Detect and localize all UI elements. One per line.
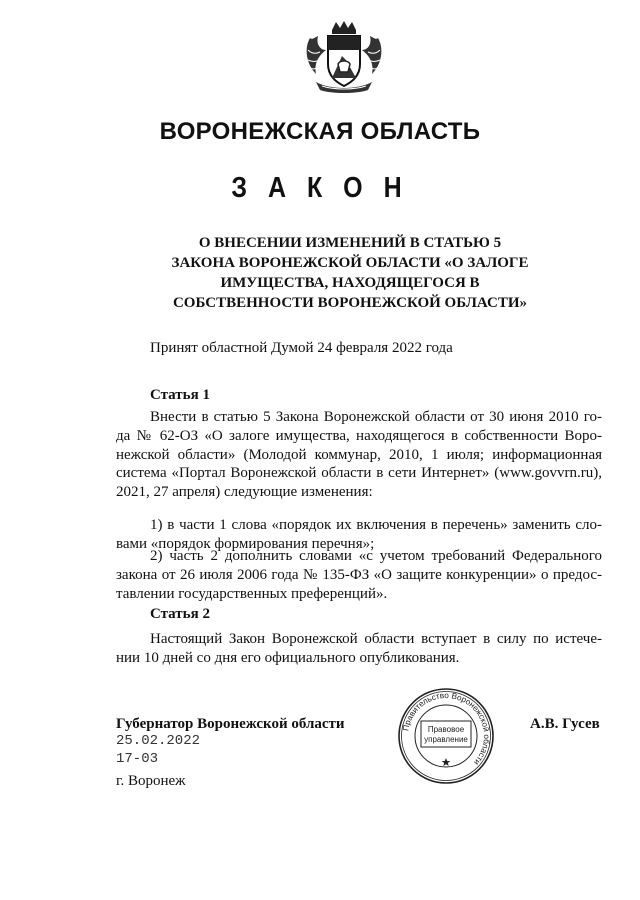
adoption-note: Принят областной Думой 24 февраля 2022 года bbox=[150, 340, 453, 356]
text-line: тавлении государственных преференций». bbox=[116, 585, 388, 602]
signatory-name: А.В. Гусев bbox=[530, 716, 600, 732]
text-line: система «Портал Воронежской области в сети Интернет» (www.govvrn.ru), bbox=[116, 465, 602, 482]
text-line: Внести в статью 5 Закона Воронежской области от 30 июня 2010 го- bbox=[150, 409, 602, 425]
text-line: 2021, 27 апреля) следующие изменения: bbox=[116, 484, 373, 501]
text-line: 1) в части 1 слова «порядок их включения в перечень» заменить сло- bbox=[150, 517, 602, 533]
seal-star-icon bbox=[442, 758, 451, 766]
subject-line: СОБСТВЕННОСТИ ВОРОНЕЖСКОЙ ОБЛАСТИ» bbox=[172, 295, 528, 311]
region-title: ВОРОНЕЖСКАЯ ОБЛАСТЬ bbox=[159, 118, 481, 145]
text-line: да № 62-ОЗ «О залоге имущества, находящегося в собственности Воро- bbox=[116, 427, 602, 444]
text-line: Настоящий Закон Воронежской области вступает в силу по истече- bbox=[150, 631, 602, 647]
registration-date: 25.02.2022 bbox=[116, 733, 201, 749]
article-1-heading: Статья 1 bbox=[150, 387, 210, 403]
seal-outer-text: Правительство Воронежской области bbox=[401, 690, 492, 767]
law-subject-title bbox=[160, 233, 540, 313]
seal-inner-line-2: управление bbox=[424, 735, 468, 744]
document-type-title: З А К О Н bbox=[231, 171, 409, 205]
text-line: 2) часть 2 дополнить словами «с учетом требований Федерального bbox=[150, 548, 602, 564]
subject-line: О ВНЕСЕНИИ ИЗМЕНЕНИЙ В СТАТЬЮ 5 bbox=[198, 235, 502, 251]
text-line: нии 10 дней со дня его официального опубликования. bbox=[116, 649, 460, 666]
registration-number: 17-03 bbox=[116, 751, 159, 767]
article-2-heading: Статья 2 bbox=[150, 606, 210, 622]
text-line: нежской области» (Молодой коммунар, 2010, 1 июля; информационная bbox=[116, 446, 602, 463]
official-seal-icon bbox=[396, 686, 496, 786]
article-1-intro bbox=[116, 408, 602, 502]
article-2-text bbox=[116, 630, 602, 668]
signing-city: г. Воронеж bbox=[116, 773, 186, 789]
article-1-item-2 bbox=[116, 547, 602, 603]
signatory-title: Губернатор Воронежской области bbox=[116, 716, 345, 732]
text-line: закона от 26 июля 2006 года № 135-ФЗ «О защите конкуренции» о предос- bbox=[116, 566, 602, 583]
subject-line: ИМУЩЕСТВА, НАХОДЯЩЕГОСЯ В bbox=[220, 275, 480, 291]
seal-inner-line-1: Правовое bbox=[427, 725, 465, 734]
coat-of-arms-icon bbox=[302, 20, 386, 96]
text-line: вами «порядок формирования перечня»; bbox=[116, 535, 375, 552]
subject-line: ЗАКОНА ВОРОНЕЖСКОЙ ОБЛАСТИ «О ЗАЛОГЕ bbox=[171, 255, 529, 271]
